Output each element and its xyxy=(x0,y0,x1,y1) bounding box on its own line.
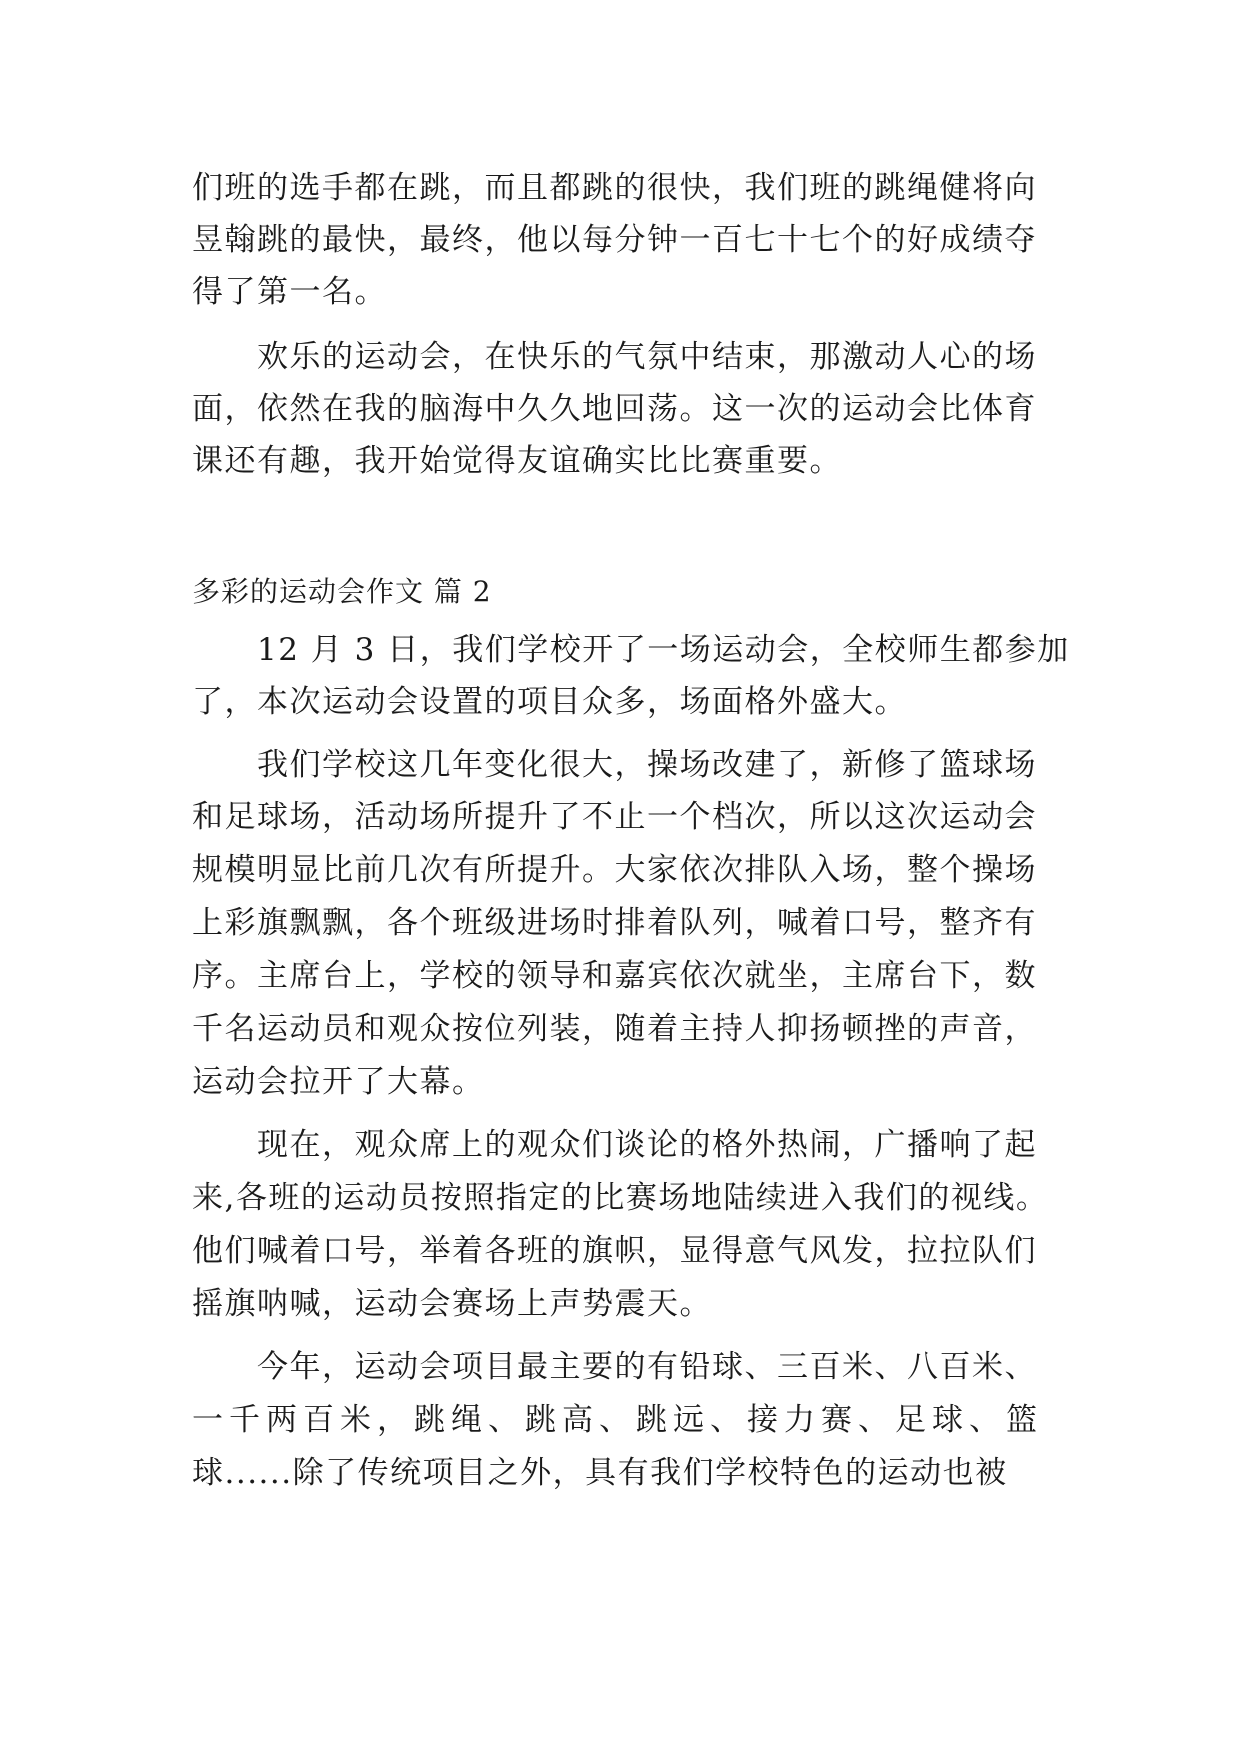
paragraph-line: 现在，观众席上的观众们谈论的格外热闹，广播响了起 xyxy=(192,1127,1037,1163)
paragraph-line: 上彩旗飘飘，各个班级进场时排着队列，喊着口号，整齐有 xyxy=(192,905,1037,941)
paragraph-line: 球......除了传统项目之外，具有我们学校特色的运动也被 xyxy=(192,1455,1008,1491)
paragraph-line: 和足球场，活动场所提升了不止一个档次，所以这次运动会 xyxy=(192,799,1037,835)
paragraph-line: 运动会拉开了大幕。 xyxy=(192,1064,485,1100)
paragraph-line: 摇旗呐喊，运动会赛场上声势震天。 xyxy=(192,1286,712,1322)
paragraph-line: 面，依然在我的脑海中久久地回荡。这一次的运动会比体育 xyxy=(192,391,1037,427)
paragraph-line: 课还有趣，我开始觉得友谊确实比比赛重要。 xyxy=(192,443,842,479)
paragraph-line: 一千两百米，跳绳、跳高、跳远、接力赛、足球、篮 xyxy=(192,1402,1043,1438)
paragraph-line: 昱翰跳的最快，最终，他以每分钟一百七十七个的好成绩夺 xyxy=(192,222,1037,258)
paragraph-line: 规模明显比前几次有所提升。大家依次排队入场，整个操场 xyxy=(192,852,1037,888)
paragraph-line: 千名运动员和观众按位列装，随着主持人抑扬顿挫的声音， xyxy=(192,1011,1037,1047)
paragraph-line: 欢乐的运动会，在快乐的气氛中结束，那激动人心的场 xyxy=(192,339,1037,375)
paragraph-line: 序。主席台上，学校的领导和嘉宾依次就坐，主席台下，数 xyxy=(192,958,1037,994)
paragraph-line: 了，本次运动会设置的项目众多，场面格外盛大。 xyxy=(192,684,907,720)
paragraph-line: 12 月 3 日，我们学校开了一场运动会，全校师生都参加 xyxy=(192,632,1070,668)
paragraph-line: 我们学校这几年变化很大，操场改建了，新修了篮球场 xyxy=(192,747,1037,783)
paragraph-line: 他们喊着口号，举着各班的旗帜，显得意气风发，拉拉队们 xyxy=(192,1233,1037,1269)
section-title: 多彩的运动会作文 篇 2 xyxy=(192,575,492,608)
paragraph-line: 来,各班的运动员按照指定的比赛场地陆续进入我们的视线。 xyxy=(192,1180,1049,1216)
paragraph-line: 得了第一名。 xyxy=(192,274,387,310)
paragraph-line: 今年，运动会项目最主要的有铅球、三百米、八百米、 xyxy=(192,1349,1037,1385)
paragraph-line: 们班的选手都在跳，而且都跳的很快，我们班的跳绳健将向 xyxy=(192,170,1037,206)
